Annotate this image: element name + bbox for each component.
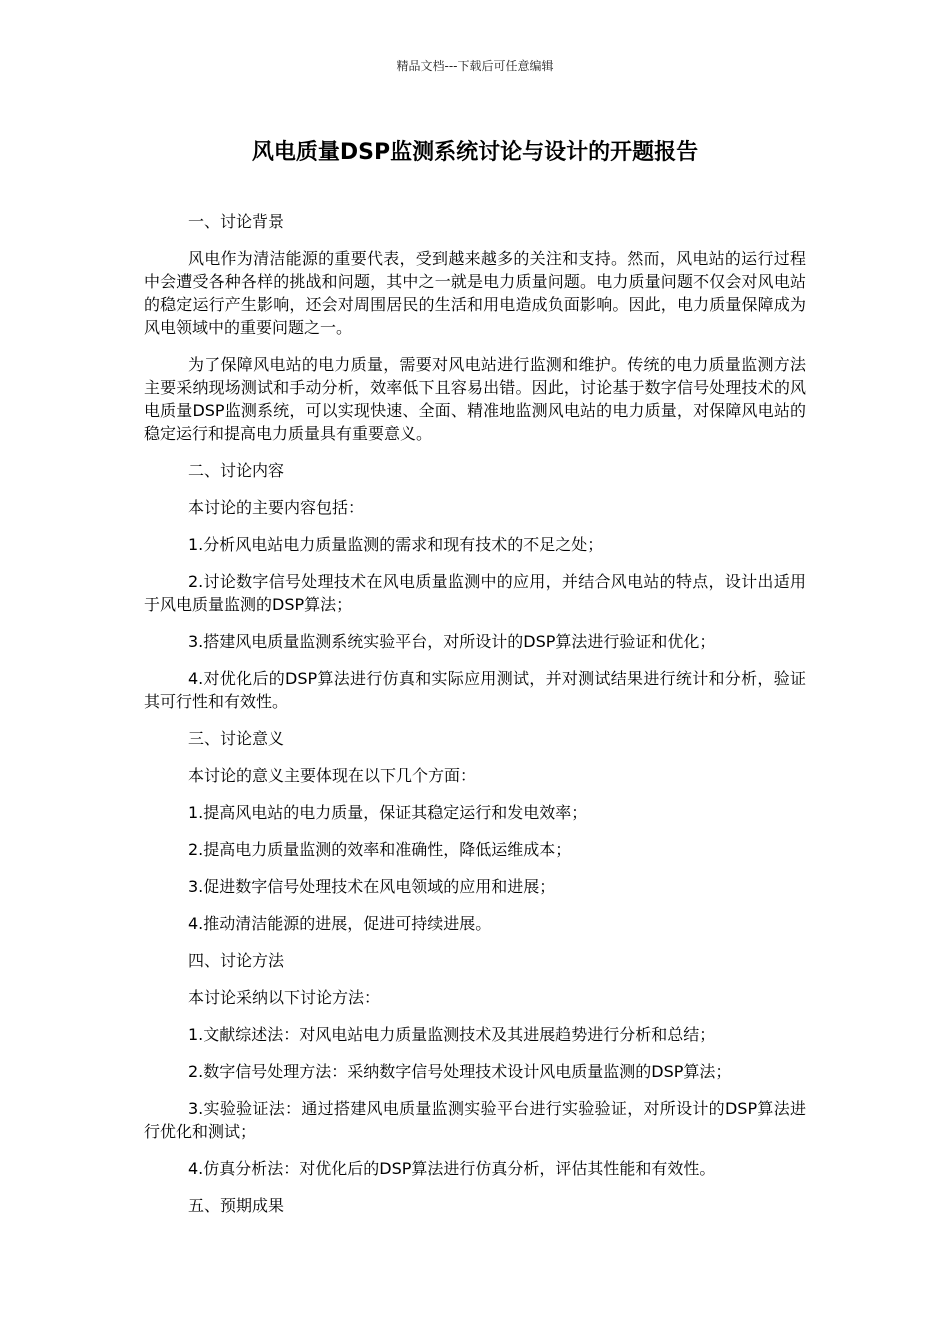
section-heading-content: 二、讨论内容 [188, 461, 285, 480]
paragraph: 本讨论采纳以下讨论方法： [188, 988, 381, 1007]
list-item: 1.文献综述法：对风电站电力质量监测技术及其进展趋势进行分析和总结； [188, 1025, 716, 1044]
list-item: 4.仿真分析法：对优化后的DSP算法进行仿真分析，评估其性能和有效性。 [188, 1159, 716, 1178]
list-item: 2.提高电力质量监测的效率和准确性，降低运维成本； [188, 840, 572, 859]
section-heading-background: 一、讨论背景 [188, 212, 285, 231]
list-item: 1.提高风电站的电力质量，保证其稳定运行和发电效率； [188, 803, 588, 822]
list-item: 3.搭建风电质量监测系统实验平台，对所设计的DSP算法进行验证和优化； [188, 632, 716, 651]
section-heading-methods: 四、讨论方法 [188, 951, 285, 970]
list-item: 3.实验验证法：通过搭建风电质量监测实验平台进行实验验证，对所设计的DSP算法进行优化和测试； [144, 1099, 806, 1141]
paragraph: 本讨论的意义主要体现在以下几个方面： [188, 766, 477, 785]
paragraph: 风电作为清洁能源的重要代表，受到越来越多的关注和支持。然而，风电站的运行过程中会遭受各种各样的挑战和问题，其中之一就是电力质量问题。电力质量问题不仅会对风电站的稳定运行产生影响，还会对周围居民的生活和用电造成负面影响。因此，电力质量保障成为风电领域中的重要问题之一。 [144, 249, 806, 337]
list-item: 1.分析风电站电力质量监测的需求和现有技术的不足之处； [188, 535, 604, 554]
section-heading-significance: 三、讨论意义 [188, 729, 285, 748]
list-item: 3.促进数字信号处理技术在风电领域的应用和进展； [188, 877, 556, 896]
document-title: 风电质量DSP监测系统讨论与设计的开题报告 [251, 140, 699, 165]
list-item: 4.推动清洁能源的进展，促进可持续进展。 [188, 914, 492, 933]
list-item: 2.数字信号处理方法：采纳数字信号处理技术设计风电质量监测的DSP算法； [188, 1062, 732, 1081]
list-item: 4.对优化后的DSP算法进行仿真和实际应用测试，并对测试结果进行统计和分析，验证其可行性和有效性。 [144, 669, 806, 711]
list-item: 2.讨论数字信号处理技术在风电质量监测中的应用，并结合风电站的特点，设计出适用于风电质量监测的DSP算法； [144, 572, 806, 614]
paragraph: 为了保障风电站的电力质量，需要对风电站进行监测和维护。传统的电力质量监测方法主要采纳现场测试和手动分析，效率低下且容易出错。因此，讨论基于数字信号处理技术的风电质量DSP监测系统，可以实现快速、全面、精准地监测风电站的电力质量，对保障风电站的稳定运行和提高电力质量具有重要意义。 [144, 355, 806, 443]
section-heading-expected-results: 五、预期成果 [188, 1196, 285, 1215]
paragraph: 本讨论的主要内容包括： [188, 498, 365, 517]
document-body [144, 210, 806, 1231]
header-note: 精品文档---下载后可任意编辑 [396, 59, 554, 73]
